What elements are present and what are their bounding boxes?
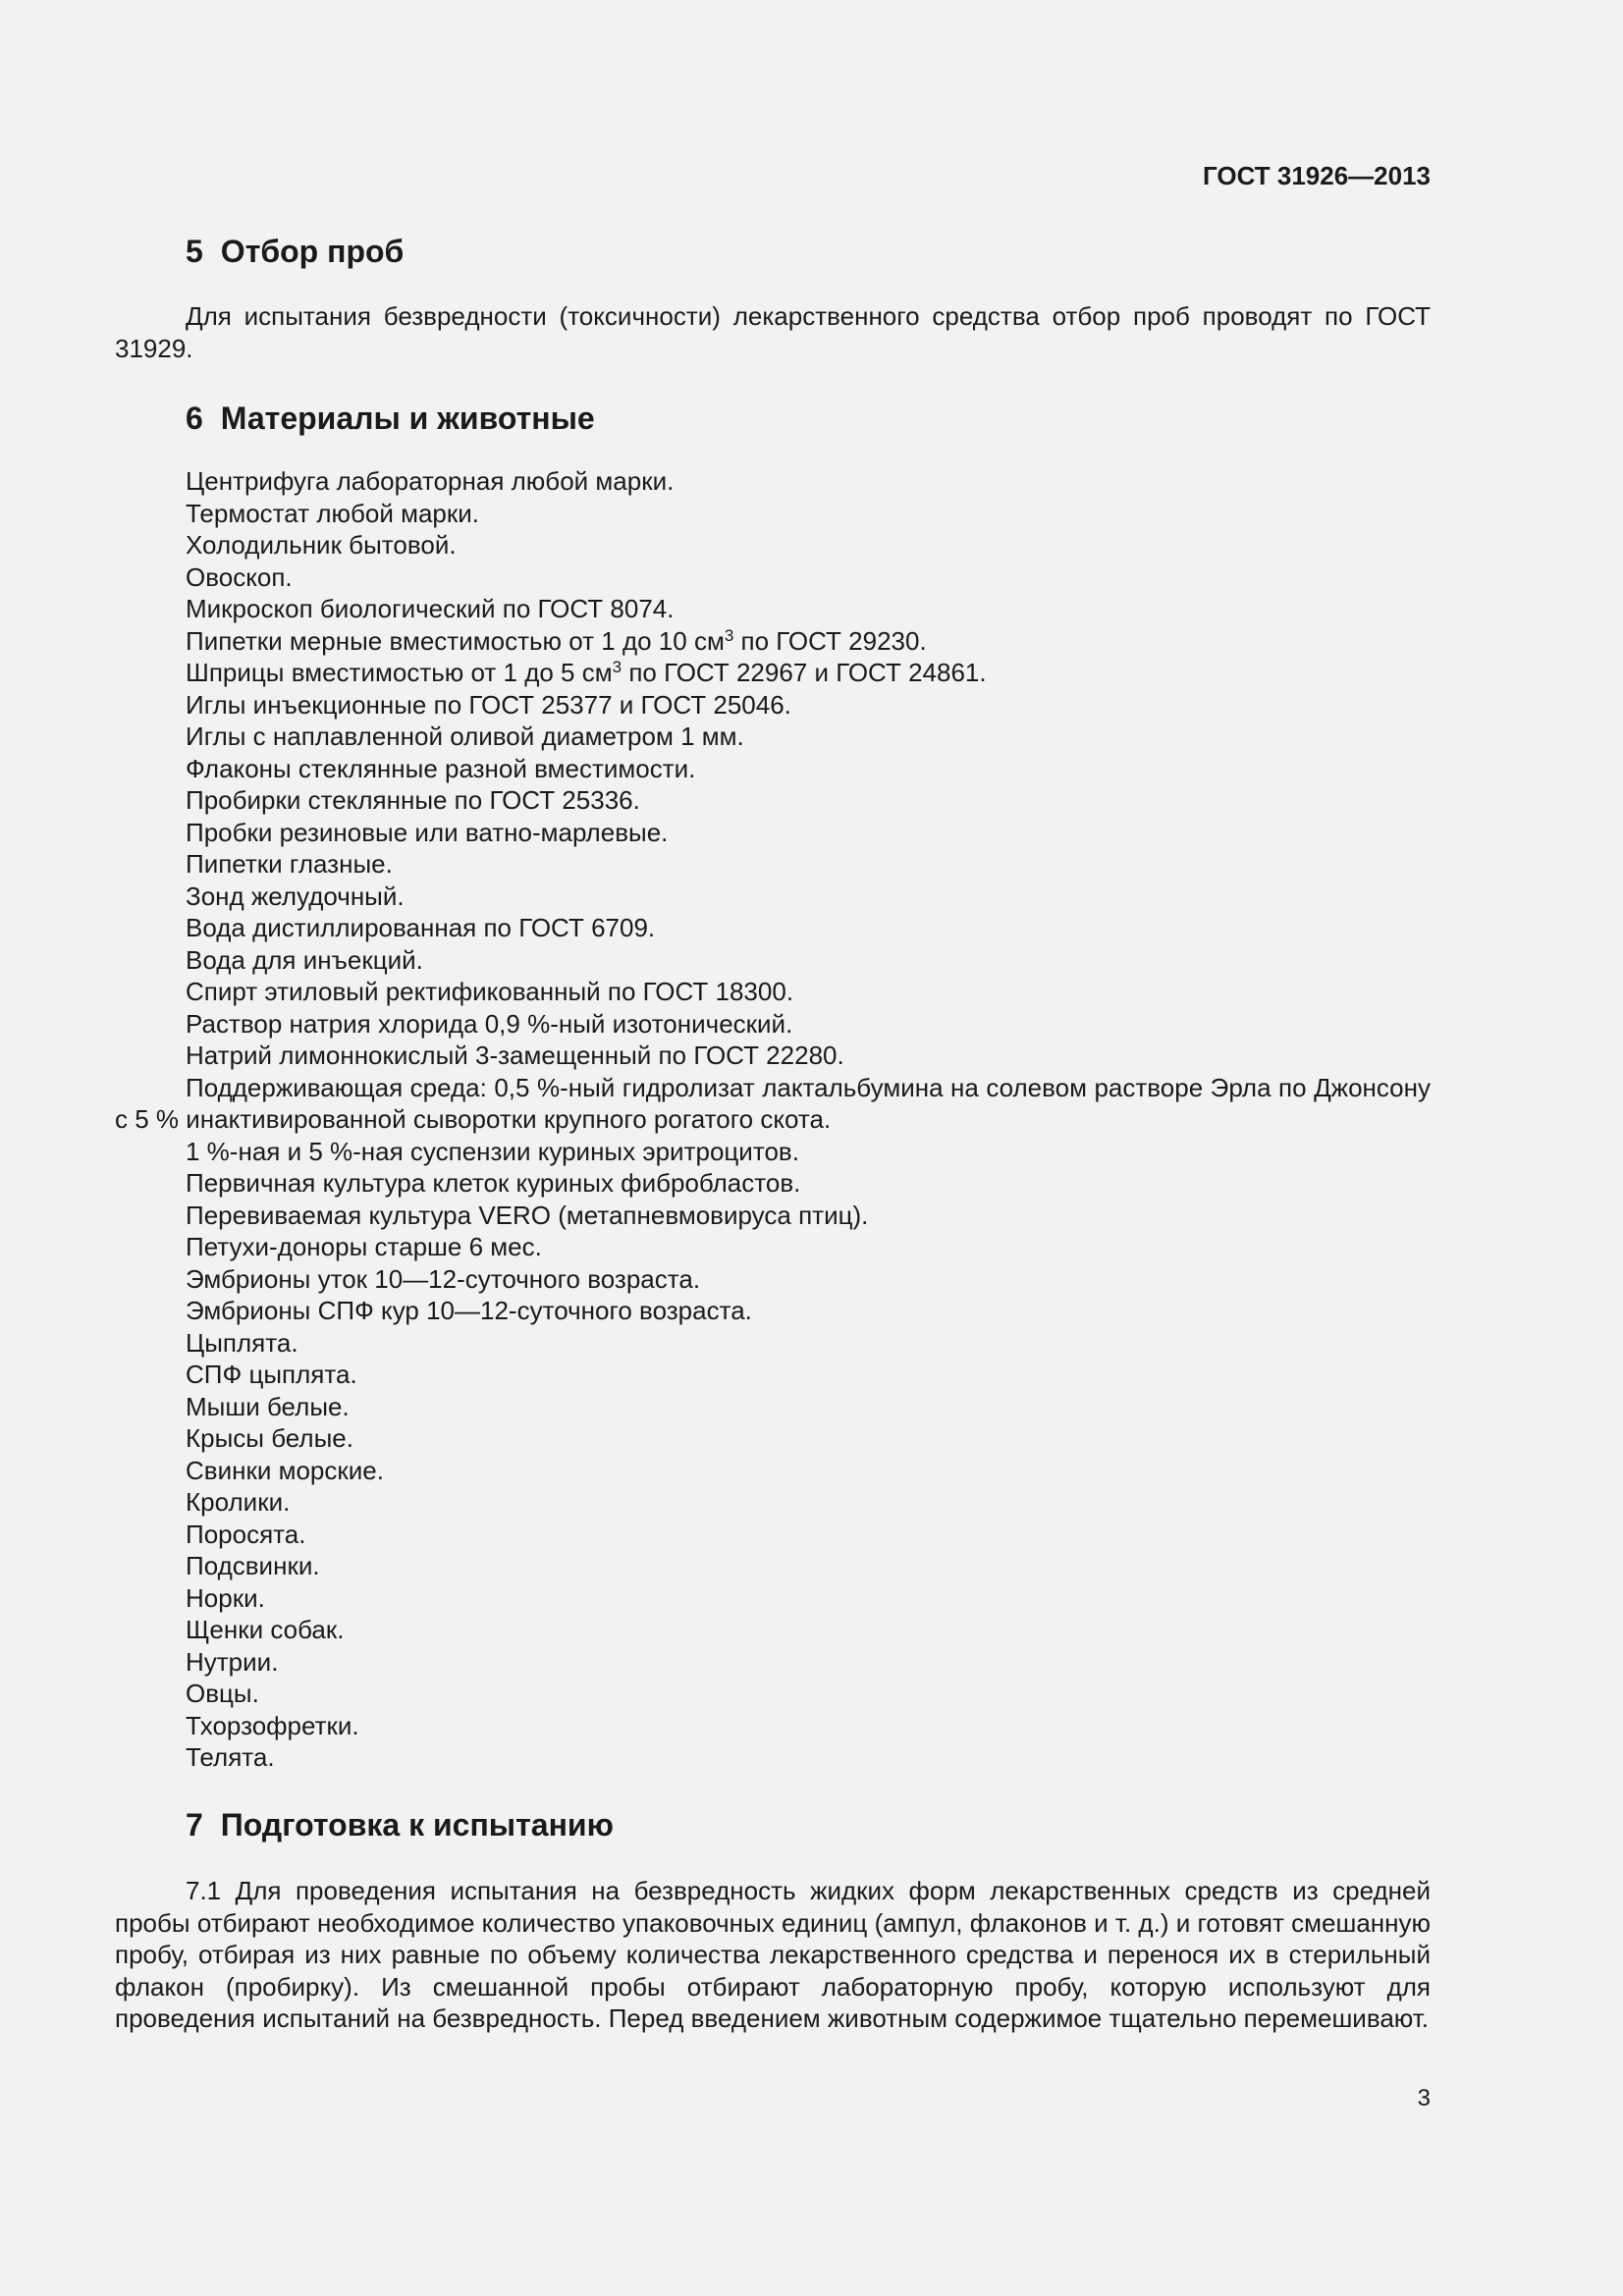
list-item xyxy=(115,1327,1431,1360)
list-item xyxy=(115,1040,1431,1072)
document-id: ГОСТ 31926—2013 xyxy=(1203,161,1431,190)
list-item xyxy=(115,593,1431,625)
section-title: Материалы и животные xyxy=(220,400,595,436)
list-item xyxy=(115,561,1431,594)
list-item-text: Раствор натрия хлорида 0,9 %-ный изотонический. xyxy=(186,1008,793,1039)
list-item xyxy=(115,1614,1431,1646)
list-item-text: Пробки резиновые или ватно-марлевые. xyxy=(186,817,669,847)
list-item-text: СПФ цыплята. xyxy=(186,1360,357,1389)
list-item-text: Крысы белые. xyxy=(186,1423,353,1453)
list-item xyxy=(115,912,1431,944)
list-item xyxy=(115,1646,1431,1679)
section-5-heading xyxy=(186,234,404,269)
list-item xyxy=(115,625,1431,658)
list-item-text-tail: по ГОСТ 29230. xyxy=(733,625,927,656)
list-item-text: Эмбрионы СПФ кур 10—12-суточного возраста. xyxy=(186,1296,752,1325)
list-item-text: Натрий лимоннокислый 3-замещенный по ГОСТ 22280. xyxy=(186,1041,844,1070)
materials-list xyxy=(115,465,1431,1774)
section-number: 7 xyxy=(186,1807,203,1842)
list-item xyxy=(115,689,1431,721)
list-item-text: Телята. xyxy=(186,1742,275,1772)
list-item-text: Спирт этиловый ректификованный по ГОСТ 18300. xyxy=(186,977,794,1006)
list-item-text: Флаконы стеклянные разной вместимости. xyxy=(186,753,696,783)
list-item-text-tail: по ГОСТ 22967 и ГОСТ 24861. xyxy=(622,658,987,687)
list-item-text: Микроскоп биологический по ГОСТ 8074. xyxy=(186,594,675,623)
list-item-text: Цыплята. xyxy=(186,1327,298,1358)
list-item xyxy=(115,1550,1431,1582)
list-item xyxy=(115,1167,1431,1200)
list-item xyxy=(115,657,1431,689)
list-item-text: Термостат любой марки. xyxy=(186,498,479,528)
list-item xyxy=(115,1741,1431,1774)
list-item xyxy=(115,1136,1431,1168)
list-item-text: Нутрии. xyxy=(186,1646,279,1677)
list-item xyxy=(115,817,1431,849)
list-item xyxy=(115,1391,1431,1423)
list-item xyxy=(115,753,1431,785)
superscript: 3 xyxy=(724,625,734,645)
section-number: 5 xyxy=(186,234,203,269)
list-item-text: Вода для инъекций. xyxy=(186,944,423,975)
section-7-paragraph: 7.1 Для проведения испытания на безвредность жидких форм лекарственных средств из средней пробы отбирают необходимое количество упаковочных единиц (ампул, флаконов и т. д.) и готовят смешанную пробу, отбирая из них равные по объему количества лекарственного средства и перенося их в стерильный флакон (пробирку). Из смешанной пробы отбирают лабораторную пробу, которую используют для проведения испытаний на безвредность. Перед введением животным содержимое тщательно перемешивают. xyxy=(115,1876,1431,2033)
list-item-text: Перевиваемая культура VERO (метапневмовируса птиц). xyxy=(186,1200,869,1230)
list-item xyxy=(115,1008,1431,1041)
list-item-text: Тхорзофретки. xyxy=(186,1710,359,1740)
section-title: Подготовка к испытанию xyxy=(220,1807,614,1842)
list-item-text: Холодильник бытовой. xyxy=(186,530,457,560)
list-item xyxy=(115,1519,1431,1551)
list-item xyxy=(115,1359,1431,1391)
list-item xyxy=(115,881,1431,913)
list-item xyxy=(115,1422,1431,1455)
list-item xyxy=(115,1486,1431,1519)
list-item xyxy=(115,848,1431,881)
section-5-paragraph: Для испытания безвредности (токсичности) лекарственного средства отбор проб проводят по ГОСТ 31929. xyxy=(115,301,1431,363)
page-number: 3 xyxy=(1417,2085,1431,2111)
list-item-text: Свинки морские. xyxy=(186,1455,384,1485)
list-item-text: Подсвинки. xyxy=(186,1551,320,1580)
list-item xyxy=(115,721,1431,753)
list-item-text: Шприцы вместимостью от 1 до 5 см xyxy=(186,658,613,687)
list-item xyxy=(115,1582,1431,1615)
list-item-text: Щенки собак. xyxy=(186,1615,345,1644)
list-item xyxy=(115,529,1431,561)
list-item-text: Иглы с наплавленной оливой диаметром 1 мм. xyxy=(186,721,744,751)
list-item-text: Пробирки стеклянные по ГОСТ 25336. xyxy=(186,785,640,815)
list-item-text: Пипетки глазные. xyxy=(186,849,393,879)
list-item xyxy=(115,1200,1431,1232)
document-page xyxy=(115,0,1431,2296)
list-item-text: Вода дистиллированная по ГОСТ 6709. xyxy=(186,913,656,942)
superscript: 3 xyxy=(612,658,622,676)
list-item-text: Иглы инъекционные по ГОСТ 25377 и ГОСТ 25046. xyxy=(186,689,791,720)
list-item-text: Пипетки мерные вместимостью от 1 до 10 см xyxy=(186,625,725,656)
list-item xyxy=(115,1072,1431,1136)
list-item-text: Кролики. xyxy=(186,1487,291,1517)
list-item xyxy=(115,465,1431,498)
section-number: 6 xyxy=(186,400,203,436)
section-title: Отбор проб xyxy=(220,234,405,269)
list-item-text: Петухи-доноры старше 6 мес. xyxy=(186,1232,542,1261)
list-item-text: Эмбрионы уток 10—12-суточного возраста. xyxy=(186,1263,701,1294)
list-item-text: Овцы. xyxy=(186,1679,259,1708)
list-item-text: Центрифуга лабораторная любой марки. xyxy=(186,466,675,496)
section-7-heading xyxy=(186,1807,614,1842)
list-item xyxy=(115,784,1431,817)
section-6-heading xyxy=(186,400,595,436)
list-item xyxy=(115,1295,1431,1327)
list-item xyxy=(115,1455,1431,1487)
list-item-text: Поддерживающая среда: 0,5 %-ный гидролизат лактальбумина на солевом растворе Эрла по Джонсону с 5 % инактивированной сыворотки крупного рогатого скота. xyxy=(115,1072,1431,1134)
list-item xyxy=(115,944,1431,977)
list-item-text: Зонд желудочный. xyxy=(186,881,405,911)
list-item xyxy=(115,498,1431,530)
list-item xyxy=(115,1263,1431,1296)
list-item-text: Овоскоп. xyxy=(186,561,293,592)
list-item xyxy=(115,976,1431,1008)
list-item-text: Мыши белые. xyxy=(186,1391,350,1421)
list-item-text: Поросята. xyxy=(186,1519,306,1549)
list-item xyxy=(115,1678,1431,1710)
list-item xyxy=(115,1231,1431,1263)
list-item-text: Норки. xyxy=(186,1582,265,1613)
list-item-text: Первичная культура клеток куриных фибробластов. xyxy=(186,1168,801,1198)
list-item xyxy=(115,1710,1431,1742)
list-item-text: 1 %-ная и 5 %-ная суспензии куриных эритроцитов. xyxy=(186,1136,799,1166)
